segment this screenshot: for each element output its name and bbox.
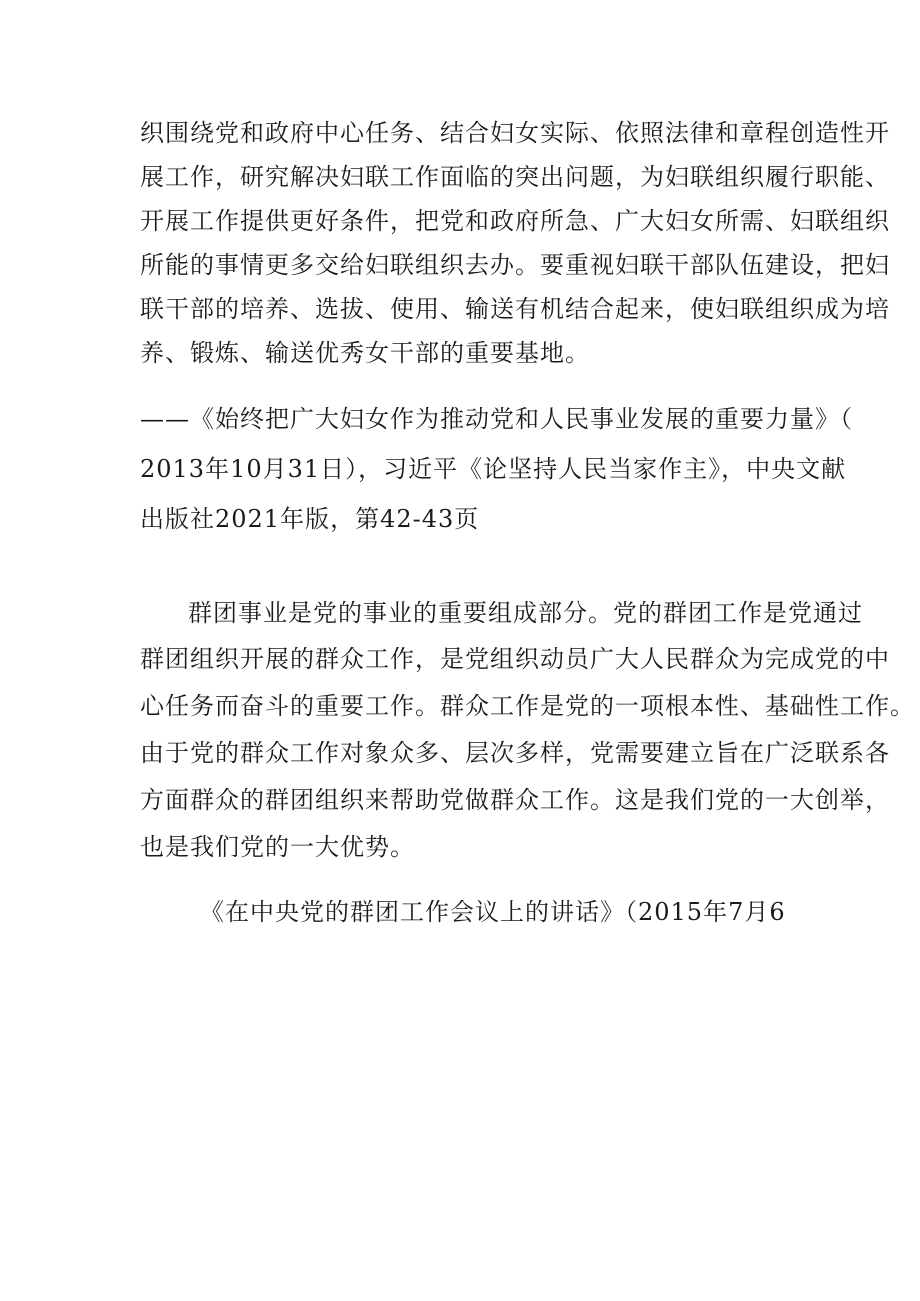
paragraph-1-line-1: 织围绕党和政府中心任务、结合妇女实际、依照法律和章程创造性开	[140, 119, 890, 147]
source-2-line-1: 《在中央党的群团工作会议上的讲话》（2015年7月6	[200, 898, 786, 926]
source-1-line-2: 2013年10月31日），习近平《论坚持人民当家作主》，中央文献	[140, 455, 847, 483]
paragraph-2-line-5: 方面群众的群团组织来帮助党做群众工作。这是我们党的一大创举，	[140, 786, 890, 814]
paragraph-1-line-5: 联干部的培养、选拔、使用、输送有机结合起来，使妇联组织成为培	[140, 295, 890, 323]
paragraph-2-line-1: 群团事业是党的事业的重要组成部分。党的群团工作是党通过	[188, 599, 863, 627]
paragraph-2-line-2: 群团组织开展的群众工作，是党组织动员广大人民群众为完成党的中	[140, 645, 890, 673]
paragraph-1-line-2: 展工作，研究解决妇联工作面临的突出问题，为妇联组织履行职能、	[140, 163, 890, 191]
paragraph-1-line-6: 养、锻炼、输送优秀女干部的重要基地。	[140, 339, 590, 367]
paragraph-2-line-4: 由于党的群众工作对象众多、层次多样，党需要建立旨在广泛联系各	[140, 739, 890, 767]
source-1-line-1: ——《始终把广大妇女作为推动党和人民事业发展的重要力量》（	[140, 405, 853, 433]
paragraph-2-line-6: 也是我们党的一大优势。	[140, 833, 415, 861]
source-1-line-3: 出版社2021年版，第42-43页	[140, 505, 480, 533]
paragraph-1-line-4: 所能的事情更多交给妇联组织去办。要重视妇联干部队伍建设，把妇	[140, 251, 890, 279]
paragraph-1-line-3: 开展工作提供更好条件，把党和政府所急、广大妇女所需、妇联组织	[140, 207, 890, 235]
paragraph-2-line-3: 心任务而奋斗的重要工作。群众工作是党的一项根本性、基础性工作。	[140, 692, 915, 720]
